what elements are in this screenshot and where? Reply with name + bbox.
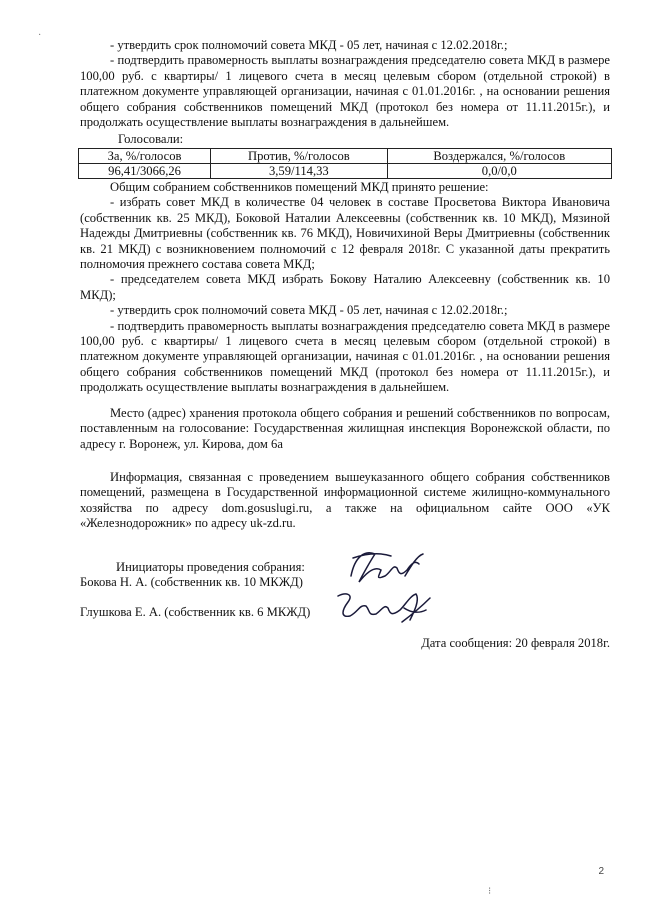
vote-table-header-row — [79, 149, 612, 164]
block1-item-term: - утвердить срок полномочий совета МКД - 05 лет, начиная с 12.02.2018г.; — [110, 38, 508, 52]
vote-value-against: 3,59/114,33 — [211, 164, 387, 179]
voted-label: Голосовали: — [118, 132, 184, 146]
block2-item-chair: - председателем совета МКД избрать Бокову Наталию Алексеевну (собственник кв. 10 МКД); — [80, 272, 610, 302]
info-paragraph: Информация, связанная с проведением вышеуказанного общего собрания собственников помещений, размещена в Государственной информационной системе жилищно-коммунального хозяйства по адресу dom.gosuslugi.ru, а также на официальном сайте ООО «УК «Железнодорожник» по адресу uk-zd.ru. — [80, 470, 610, 531]
vote-table-value-row — [79, 164, 612, 179]
scan-speck: · — [38, 30, 42, 41]
block1-item-payment: - подтвердить правомерность выплаты вознаграждения председателю совета МКД в размере 100,00 руб. с квартиры/ 1 лицевого счета в месяц целевым сбором (отдельной строкой) в платежном документе управляющей организации, начиная с 01.01.2016г. , на основании решения общего собрания собственников помещений МКД (протокол без номера от 11.11.2015г.), и продолжать осуществление выплаты вознаграждения в дальнейшем. — [80, 53, 610, 130]
block-2 — [80, 180, 610, 396]
block-1 — [80, 38, 610, 130]
vote-table — [78, 148, 612, 179]
initiators-label: Инициаторы проведения собрания: — [116, 560, 305, 574]
page-number: 2 — [598, 866, 604, 877]
scan-speck: ⁝ — [488, 886, 492, 897]
info-block — [80, 470, 610, 532]
vote-value-abstain: 0,0/0,0 — [387, 164, 611, 179]
initiators-block — [80, 560, 340, 620]
block2-item-term: - утвердить срок полномочий совета МКД - 05 лет, начиная с 12.02.2018г.; — [110, 303, 508, 318]
vote-value-for: 96,41/3066,26 — [79, 164, 211, 179]
vote-header-for: За, %/голосов — [79, 149, 211, 164]
decision-intro: Общим собранием собственников помещений МКД принято решение: — [110, 180, 489, 194]
block2-item-payment: - подтвердить правомерность выплаты вознаграждения председателю совета МКД в размере 100,00 руб. с квартиры/ 1 лицевого счета в месяц целевым сбором (отдельной строкой) в платежном документе управляющей организации, начиная с 01.01.2016г. , на основании решения общего собрания собственников помещений МКД (протокол без номера от 11.11.2015г.), и продолжать осуществление выплаты вознаграждения в дальнейшем. — [80, 318, 610, 395]
storage-paragraph: Место (адрес) хранения протокола общего собрания и решений собственников по вопросам, поставленным на голосование: Государственная жилищная инспекция Воронежской области, по адресу г. Воронеж, ул. Кирова, дом 6а — [80, 406, 610, 451]
signature-2-icon — [330, 586, 440, 632]
initiator-2: Глушкова Е. А. (собственник кв. 6 МКЖД) — [80, 604, 311, 619]
message-date: Дата сообщения: 20 февраля 2018г. — [421, 636, 610, 650]
initiator-1: Бокова Н. А. (собственник кв. 10 МКЖД) — [80, 575, 303, 590]
vote-header-abstain: Воздержался, %/голосов — [387, 149, 611, 164]
vote-header-against: Против, %/голосов — [211, 149, 387, 164]
storage-block — [80, 406, 610, 452]
signature-1-icon — [345, 546, 435, 590]
block2-item-council: - избрать совет МКД в количестве 04 человек в составе Просветова Виктора Ивановича (собственник кв. 25 МКД), Боковой Наталии Алексеевны (собственник кв. 10 МКД), Мязиной Надежды Дмитриевны (собственник кв. 76 МКД), Новичихиной Веры Дмитриевны (собственник кв. 21 МКД) с возникновением полномочий с 12 февраля 2018г. С указанной даты прекратить полномочия прежнего состава совета МКД; — [80, 195, 610, 272]
